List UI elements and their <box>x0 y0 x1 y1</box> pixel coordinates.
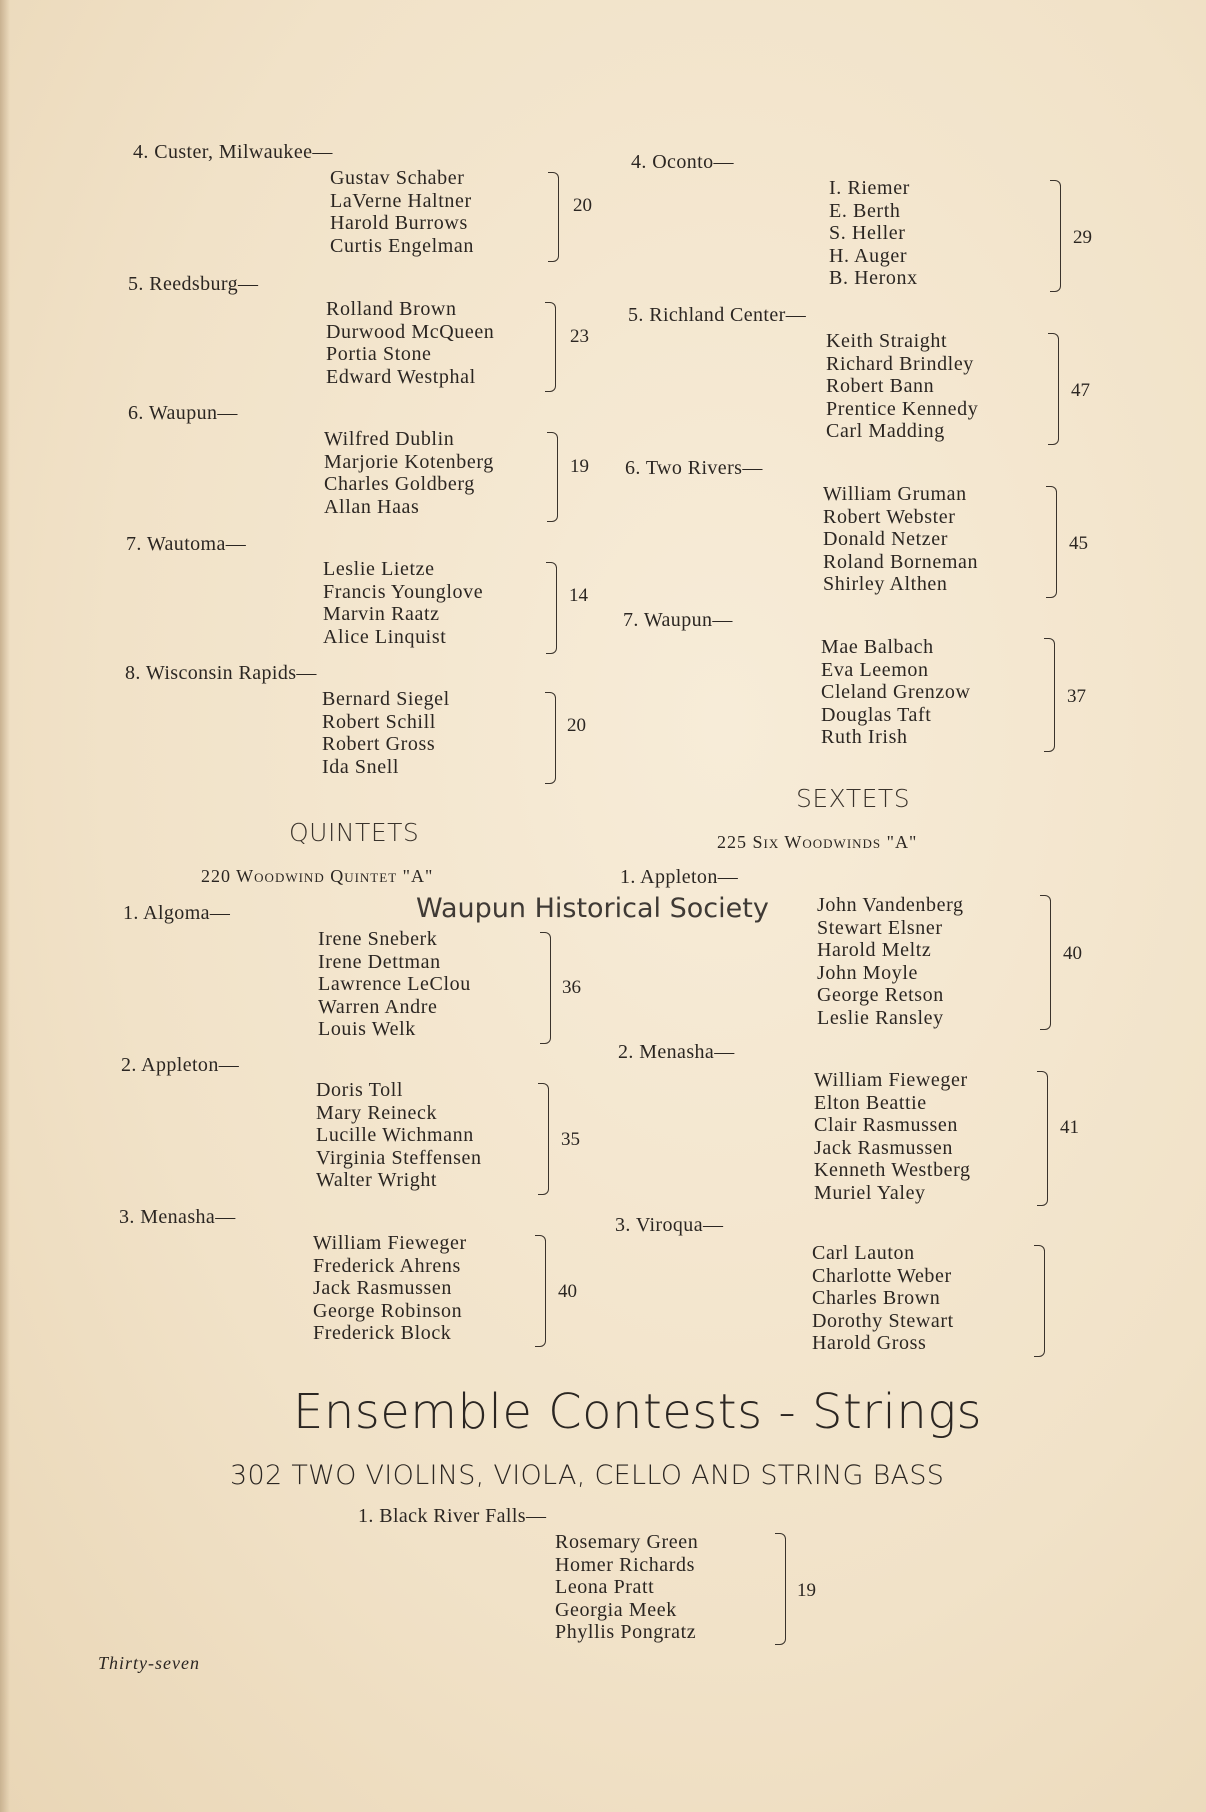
member-name: Edward Westphal <box>326 365 476 388</box>
member-name: Irene Dettman <box>318 950 441 973</box>
member-name: William Gruman <box>823 483 967 505</box>
member-name: Allan Haas <box>324 495 420 518</box>
score: 14 <box>569 585 588 606</box>
member-name: Harold Meltz <box>817 939 932 961</box>
member-name: Robert Gross <box>322 733 436 755</box>
group-brace <box>1046 486 1057 598</box>
group-brace <box>775 1533 786 1645</box>
entry-label: 5. Reedsburg— <box>128 273 259 295</box>
member-name: Georgia Meek <box>555 1598 677 1621</box>
member-name: Frederick Ahrens <box>313 1254 461 1277</box>
member-name: Alice Linquist <box>323 625 447 648</box>
score: 35 <box>561 1129 580 1150</box>
member-name: William Fieweger <box>313 1232 467 1254</box>
member-name: Portia Stone <box>326 343 432 365</box>
entry-label: 8. Wisconsin Rapids— <box>125 662 317 684</box>
member-name: Leslie Lietze <box>323 558 435 580</box>
member-name: Richard Brindley <box>826 352 974 375</box>
member-name: Eva Leemon <box>821 658 929 681</box>
member-name: Lucille Wichmann <box>316 1124 474 1146</box>
member-name: Charles Brown <box>812 1287 941 1309</box>
entry-label: 5. Richland Center— <box>628 304 807 326</box>
entry-label: 4. Oconto— <box>631 151 734 173</box>
group-brace <box>545 692 556 784</box>
section-heading-sextets: SEXTETS <box>796 784 911 813</box>
event-class-title: 225 Six Woodwinds "A" <box>717 832 918 852</box>
member-name: Dorothy Stewart <box>812 1309 954 1332</box>
member-name: Shirley Althen <box>823 573 948 595</box>
member-name: Warren Andre <box>318 995 438 1018</box>
member-name: Ida Snell <box>322 755 400 778</box>
member-name: Bernard Siegel <box>322 688 450 710</box>
member-name: Stewart Elsner <box>817 916 943 939</box>
member-name: Charles Goldberg <box>324 473 475 495</box>
member-name: Robert Bann <box>826 375 935 397</box>
entry-label: 1. Algoma— <box>123 902 231 924</box>
member-name: Robert Webster <box>823 505 956 528</box>
member-name: Jack Rasmussen <box>814 1136 953 1159</box>
score: 20 <box>573 195 592 216</box>
entry-label: 7. Wautoma— <box>126 533 247 555</box>
group-brace <box>540 932 551 1044</box>
member-name: H. Auger <box>829 244 908 267</box>
member-name: John Vandenberg <box>817 894 964 916</box>
score: 40 <box>558 1281 577 1302</box>
member-name: Rolland Brown <box>326 298 457 320</box>
score: 19 <box>797 1580 816 1601</box>
member-name: Louis Welk <box>318 1018 416 1040</box>
entry-label: 3. Menasha— <box>119 1206 236 1228</box>
member-name: Cleland Grenzow <box>821 681 971 703</box>
score: 37 <box>1067 686 1086 707</box>
member-list <box>821 636 971 749</box>
section-heading-quintets: QUINTETS <box>289 818 420 847</box>
group-brace <box>1040 895 1051 1030</box>
member-name: Charlotte Weber <box>812 1264 952 1287</box>
member-name: Jack Rasmussen <box>313 1277 452 1299</box>
member-name: Wilfred Dublin <box>324 428 455 450</box>
member-name: Elton Beattie <box>814 1091 927 1114</box>
member-name: Keith Straight <box>826 330 948 352</box>
member-name: Frederick Block <box>313 1322 452 1344</box>
score: 23 <box>570 326 589 347</box>
page-number: Thirty-seven <box>98 1653 200 1673</box>
entry-label: 3. Viroqua— <box>615 1214 724 1236</box>
member-list <box>322 688 450 778</box>
member-name: S. Heller <box>829 222 906 244</box>
score: 36 <box>562 977 581 998</box>
member-name: Irene Sneberk <box>318 928 438 950</box>
member-list <box>814 1069 971 1204</box>
member-name: George Robinson <box>313 1299 463 1322</box>
entry-label: 1. Black River Falls— <box>358 1505 547 1527</box>
member-name: Ruth Irish <box>821 726 908 748</box>
member-name: Leona Pratt <box>555 1576 655 1598</box>
member-name: Muriel Yaley <box>814 1181 926 1204</box>
member-list <box>316 1079 482 1192</box>
member-name: Phyllis Pongratz <box>555 1621 697 1643</box>
member-name: I. Riemer <box>829 177 910 199</box>
entry-label: 2. Menasha— <box>618 1041 735 1063</box>
member-name: Roland Borneman <box>823 550 979 573</box>
member-name: George Retson <box>817 984 944 1006</box>
entry-label: 4. Custer, Milwaukee— <box>133 141 333 163</box>
member-name: Walter Wright <box>316 1169 438 1191</box>
member-name: E. Berth <box>829 199 901 222</box>
member-name: Mary Reineck <box>316 1101 438 1124</box>
member-name: LaVerne Haltner <box>330 189 472 212</box>
member-name: Donald Netzer <box>823 528 948 550</box>
member-name: Curtis Engelman <box>330 234 474 257</box>
strings-class-title: 302 TWO VIOLINS, VIOLA, CELLO AND STRING BASS <box>230 1460 945 1491</box>
member-name: Gustav Schaber <box>330 167 465 189</box>
entry-label: 2. Appleton— <box>121 1054 240 1076</box>
group-brace <box>1044 638 1055 752</box>
group-brace <box>548 172 559 262</box>
event-class-title: 220 Woodwind Quintet "A" <box>201 866 434 886</box>
score: 47 <box>1071 380 1090 401</box>
member-name: John Moyle <box>817 961 918 984</box>
member-name: Doris Toll <box>316 1079 404 1101</box>
member-list <box>326 298 494 388</box>
group-brace <box>547 432 558 522</box>
member-name: Lawrence LeClou <box>318 973 471 995</box>
member-name: Durwood McQueen <box>326 320 495 343</box>
entry-label: 6. Waupun— <box>128 402 238 424</box>
group-brace <box>546 562 557 654</box>
member-name: Rosemary Green <box>555 1531 699 1553</box>
group-brace <box>1048 333 1059 445</box>
member-list <box>826 330 978 443</box>
group-brace <box>545 302 556 392</box>
member-list <box>829 177 918 290</box>
member-name: Marvin Raatz <box>323 603 440 625</box>
member-name: Virginia Steffensen <box>316 1146 482 1169</box>
score: 41 <box>1060 1117 1079 1138</box>
page-edge <box>0 0 10 1812</box>
group-brace <box>535 1235 546 1347</box>
member-list <box>555 1531 698 1644</box>
member-name: William Fieweger <box>814 1069 968 1091</box>
member-name: Harold Burrows <box>330 212 468 234</box>
score: 19 <box>570 456 589 477</box>
member-name: Marjorie Kotenberg <box>324 450 494 473</box>
member-name: Harold Gross <box>812 1332 927 1354</box>
member-list <box>324 428 494 518</box>
member-name: B. Heronx <box>829 267 918 289</box>
member-list <box>817 894 964 1029</box>
score: 40 <box>1063 943 1082 964</box>
score: 29 <box>1073 227 1092 248</box>
score: 45 <box>1069 533 1088 554</box>
member-name: Robert Schill <box>322 710 436 733</box>
member-name: Homer Richards <box>555 1553 696 1576</box>
member-name: Leslie Ransley <box>817 1006 944 1029</box>
member-name: Douglas Taft <box>821 703 932 726</box>
score: 20 <box>567 715 586 736</box>
group-brace <box>1037 1071 1048 1206</box>
member-list <box>323 558 483 648</box>
group-brace <box>1034 1245 1045 1357</box>
group-brace <box>1050 180 1061 292</box>
entry-label: 1. Appleton— <box>620 866 739 888</box>
watermark-text: Waupun Historical Society <box>416 893 769 924</box>
member-list <box>812 1242 954 1355</box>
entry-label: 6. Two Rivers— <box>625 457 763 479</box>
member-name: Mae Balbach <box>821 636 934 658</box>
member-name: Carl Lauton <box>812 1242 915 1264</box>
strings-title: Ensemble Contests - Strings <box>293 1384 983 1440</box>
member-name: Clair Rasmussen <box>814 1114 958 1136</box>
member-name: Kenneth Westberg <box>814 1159 971 1181</box>
member-name: Francis Younglove <box>323 580 484 603</box>
member-list <box>330 167 474 257</box>
member-list <box>823 483 978 596</box>
group-brace <box>538 1083 549 1195</box>
member-list <box>318 928 471 1041</box>
member-name: Prentice Kennedy <box>826 397 979 420</box>
member-name: Carl Madding <box>826 420 945 442</box>
entry-label: 7. Waupun— <box>623 609 733 631</box>
member-list <box>313 1232 467 1345</box>
